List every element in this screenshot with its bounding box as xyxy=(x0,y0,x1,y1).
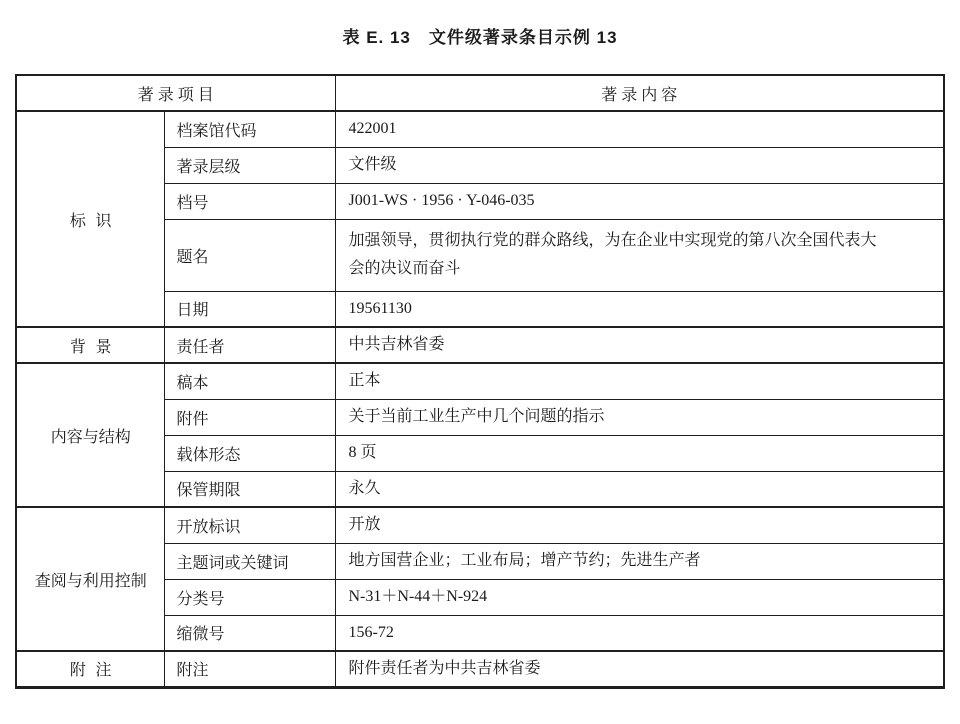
table-title: 表 E. 13 文件级著录条目示例 13 xyxy=(342,28,618,47)
table-row xyxy=(16,363,944,399)
content-cell: 开放 xyxy=(335,507,944,543)
field-cell: 责任者 xyxy=(165,327,335,363)
content-cell: 422001 xyxy=(335,111,944,147)
content-cell: 中共吉林省委 xyxy=(335,327,944,363)
field-cell: 附注 xyxy=(165,651,335,687)
field-cell: 档号 xyxy=(165,183,335,219)
content-cell: N-31＋N-44＋N-924 xyxy=(335,579,944,615)
field-cell: 载体形态 xyxy=(165,435,335,471)
category-cell-identification: 标识 xyxy=(16,111,165,327)
field-cell: 开放标识 xyxy=(165,507,335,543)
content-cell: J001-WS · 1956 · Y-046-035 xyxy=(335,183,944,219)
category-cell-context: 背景 xyxy=(16,327,165,363)
content-cell: 关于当前工业生产中几个问题的指示 xyxy=(335,399,944,435)
field-cell: 主题词或关键词 xyxy=(165,543,335,579)
category-cell-access-control: 查阅与利用控制 xyxy=(16,507,165,651)
category-cell-note: 附注 xyxy=(16,651,165,687)
field-cell: 日期 xyxy=(165,291,335,327)
table-header-row xyxy=(16,75,944,111)
content-cell: 文件级 xyxy=(335,147,944,183)
field-cell: 著录层级 xyxy=(165,147,335,183)
content-cell: 加强领导，贯彻执行党的群众路线，为在企业中实现党的第八次全国代表大会的决议而奋斗 xyxy=(335,219,944,291)
field-cell: 附件 xyxy=(165,399,335,435)
field-cell: 稿本 xyxy=(165,363,335,399)
content-cell: 8 页 xyxy=(335,435,944,471)
content-cell: 正本 xyxy=(335,363,944,399)
field-cell: 分类号 xyxy=(165,579,335,615)
content-cell: 永久 xyxy=(335,471,944,507)
field-cell: 保管期限 xyxy=(165,471,335,507)
table-row xyxy=(16,651,944,687)
category-cell-content-structure: 内容与结构 xyxy=(16,363,165,507)
header-cell-item: 著录项目 xyxy=(16,75,335,111)
field-cell: 题名 xyxy=(165,219,335,291)
table-row xyxy=(16,507,944,543)
field-cell: 缩微号 xyxy=(165,615,335,651)
table-row xyxy=(16,327,944,363)
content-cell: 19561130 xyxy=(335,291,944,327)
field-cell: 档案馆代码 xyxy=(165,111,335,147)
content-cell: 156-72 xyxy=(335,615,944,651)
description-table xyxy=(15,74,945,689)
table-row xyxy=(16,111,944,147)
content-cell: 地方国营企业；工业布局；增产节约；先进生产者 xyxy=(335,543,944,579)
content-cell: 附件责任者为中共吉林省委 xyxy=(335,651,944,687)
header-cell-content: 著录内容 xyxy=(335,75,944,111)
